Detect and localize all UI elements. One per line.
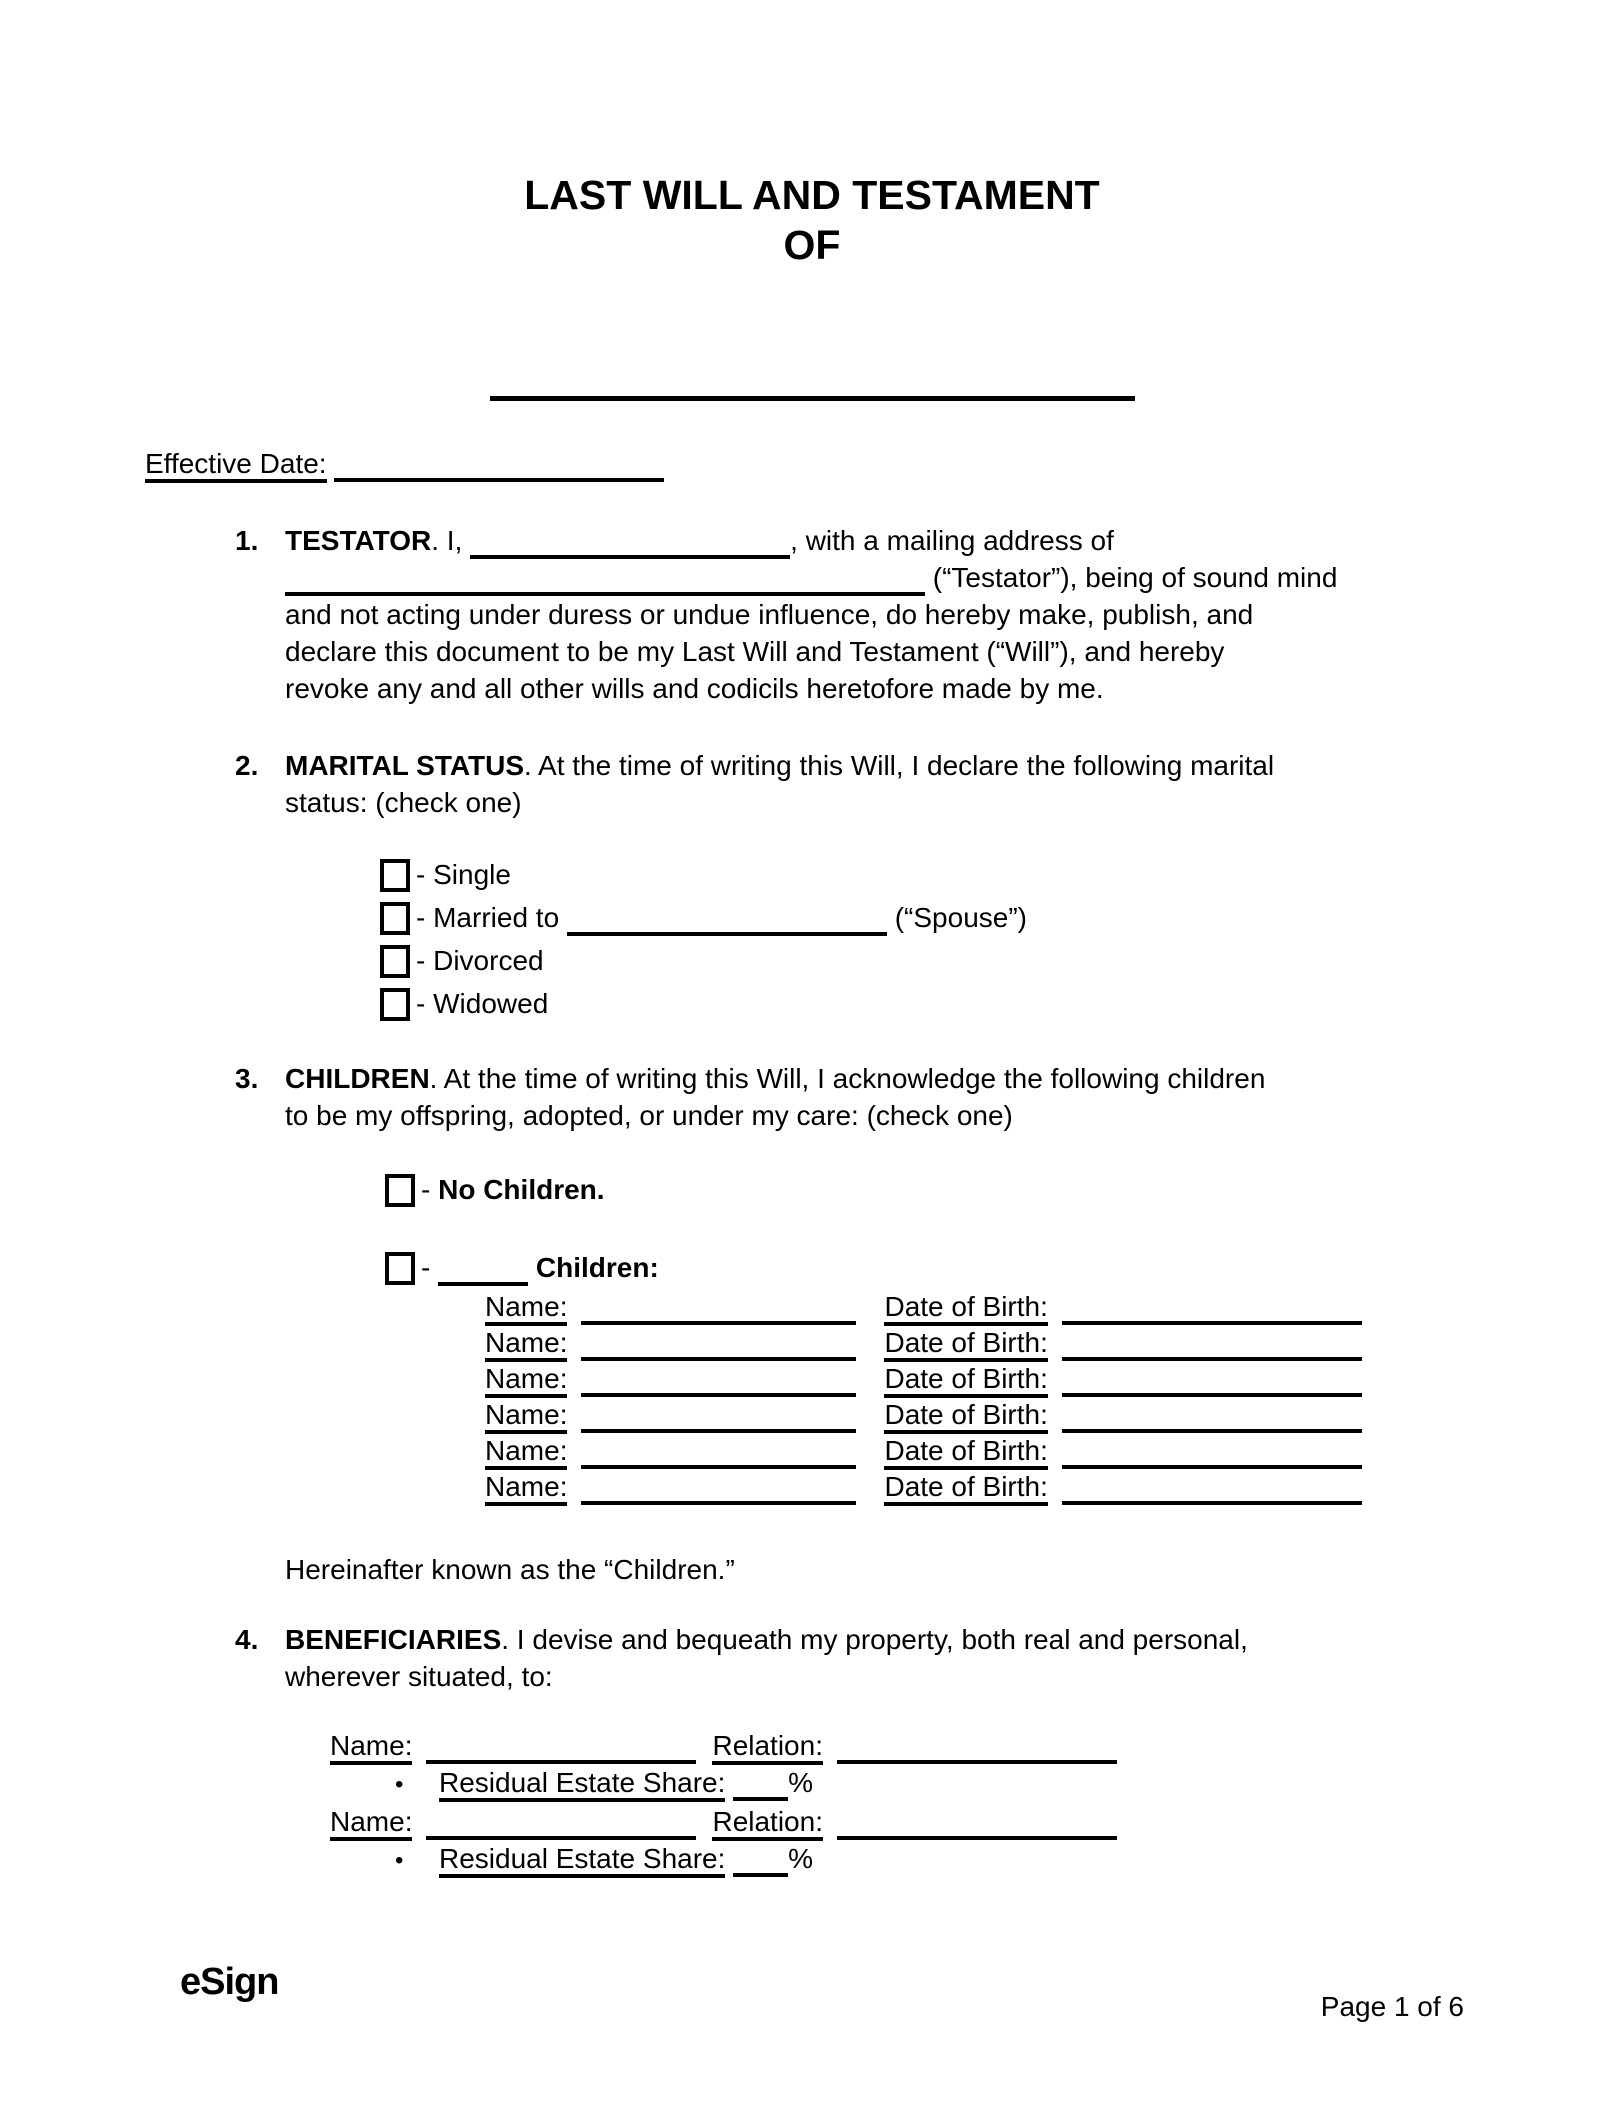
children-hereinafter-note: Hereinafter known as the “Children.” [285, 1554, 735, 1585]
testator-heading: TESTATOR [285, 525, 432, 556]
document-title-line2: OF [783, 222, 841, 268]
marital-option-widowed [380, 982, 1475, 1025]
children-list [485, 1289, 1475, 1505]
children-count-blank[interactable] [438, 1256, 528, 1286]
single-label: - Single [416, 859, 511, 890]
page-indicator: Page 1 of 6 [1320, 1991, 1464, 2022]
beneficiary-relation-label: Relation: [712, 1806, 823, 1841]
children-heading: CHILDREN [285, 1063, 430, 1094]
child-row [485, 1361, 1475, 1397]
bullet-icon: • [395, 1771, 404, 1798]
testator-line1 [285, 522, 1475, 559]
beneficiaries-heading: BENEFICIARIES [285, 1624, 502, 1655]
child-row [485, 1433, 1475, 1469]
effective-date-row [145, 445, 1624, 482]
child-name-blank[interactable] [581, 1403, 856, 1433]
beneficiary-share-label: Residual Estate Share: [439, 1843, 725, 1878]
child-row [485, 1469, 1475, 1505]
testator-title-name-blank[interactable] [490, 396, 1135, 401]
beneficiaries-lead-text: . I devise and bequeath my property, both real and personal, [501, 1624, 1248, 1655]
section-testator-number: 1. [235, 525, 259, 556]
child-dob-blank[interactable] [1062, 1331, 1362, 1361]
divorced-label: - Divorced [416, 945, 544, 976]
section-beneficiaries [235, 1621, 1624, 1879]
child-dob-label: Date of Birth: [884, 1471, 1047, 1506]
section-marital-status [235, 747, 1624, 1025]
child-dob-label: Date of Birth: [884, 1399, 1047, 1434]
marital-heading: MARITAL STATUS [285, 750, 525, 781]
widowed-checkbox[interactable] [380, 988, 410, 1021]
beneficiary-share-row [395, 1764, 1475, 1803]
beneficiary-name-label: Name: [330, 1806, 412, 1841]
divorced-checkbox[interactable] [380, 945, 410, 978]
child-name-label: Name: [485, 1291, 567, 1326]
child-name-blank[interactable] [581, 1331, 856, 1361]
section-marital-number: 2. [235, 750, 259, 781]
beneficiaries-lead-line2: wherever situated, to: [285, 1661, 553, 1692]
child-name-blank[interactable] [581, 1295, 856, 1325]
marital-lead-text: . At the time of writing this Will, I declare the following marital [524, 750, 1275, 781]
child-name-label: Name: [485, 1399, 567, 1434]
testator-lead: . I, [431, 525, 463, 556]
beneficiary-name-label: Name: [330, 1730, 412, 1765]
children-count-option [385, 1246, 1475, 1289]
beneficiary-name-blank[interactable] [426, 1810, 696, 1840]
no-children-option [385, 1168, 1475, 1211]
marital-option-married [380, 896, 1475, 939]
beneficiary-share-blank[interactable] [733, 1847, 788, 1877]
section-children-number: 3. [235, 1063, 259, 1094]
effective-date-label: Effective Date: [145, 448, 327, 483]
child-name-label: Name: [485, 1471, 567, 1506]
testator-line5: revoke any and all other wills and codicils heretofore made by me. [285, 673, 1104, 704]
testator-line2 [285, 559, 1475, 596]
beneficiary-share-label: Residual Estate Share: [439, 1767, 725, 1802]
married-label: - Married to [416, 902, 560, 933]
child-name-label: Name: [485, 1327, 567, 1362]
testator-line3: and not acting under duress or undue influence, do hereby make, publish, and [285, 599, 1254, 630]
marital-option-single [380, 853, 1475, 896]
single-checkbox[interactable] [380, 859, 410, 892]
no-children-label: No Children. [438, 1174, 605, 1205]
effective-date-blank[interactable] [334, 452, 664, 482]
children-count-label: Children: [535, 1252, 659, 1283]
beneficiary-relation-blank[interactable] [837, 1734, 1117, 1764]
spouse-suffix-label: (“Spouse”) [894, 902, 1027, 933]
testator-name-blank[interactable] [470, 529, 790, 559]
beneficiaries-lead-line1 [285, 1621, 1475, 1658]
child-dob-blank[interactable] [1062, 1295, 1362, 1325]
child-name-label: Name: [485, 1435, 567, 1470]
child-dob-blank[interactable] [1062, 1367, 1362, 1397]
no-children-checkbox[interactable] [385, 1174, 415, 1207]
beneficiary-share-suffix: % [788, 1843, 814, 1874]
section-testator [235, 522, 1624, 707]
beneficiary-row [330, 1727, 1475, 1764]
child-row [485, 1289, 1475, 1325]
children-lead-line2: to be my offspring, adopted, or under my care: (check one) [285, 1100, 1013, 1131]
child-row [485, 1325, 1475, 1361]
testator-line2-text: (“Testator”), being of sound mind [932, 562, 1338, 593]
children-count-dash: - [421, 1252, 431, 1283]
testator-after-name-text: , with a mailing address of [790, 525, 1114, 556]
beneficiary-relation-blank[interactable] [837, 1810, 1117, 1840]
married-checkbox[interactable] [380, 902, 410, 935]
child-dob-label: Date of Birth: [884, 1327, 1047, 1362]
beneficiary-relation-label: Relation: [712, 1730, 823, 1765]
section-children [235, 1060, 1624, 1588]
widowed-label: - Widowed [416, 988, 549, 1019]
marital-lead-line1 [285, 747, 1475, 784]
beneficiary-share-row [395, 1840, 1475, 1879]
child-dob-blank[interactable] [1062, 1439, 1362, 1469]
child-dob-label: Date of Birth: [884, 1363, 1047, 1398]
child-dob-label: Date of Birth: [884, 1291, 1047, 1326]
beneficiary-share-blank[interactable] [733, 1771, 788, 1801]
esign-logo: eSign [180, 1961, 279, 2003]
bullet-icon: • [395, 1847, 404, 1874]
children-count-checkbox[interactable] [385, 1252, 415, 1285]
child-dob-blank[interactable] [1062, 1475, 1362, 1505]
marital-option-divorced [380, 939, 1475, 982]
no-children-dash: - [421, 1174, 431, 1205]
beneficiary-row [330, 1803, 1475, 1840]
section-beneficiaries-number: 4. [235, 1624, 259, 1655]
marital-options [380, 853, 1475, 1025]
beneficiaries-list [285, 1727, 1475, 1879]
document-title-line1: LAST WILL AND TESTAMENT [524, 172, 1100, 218]
child-dob-label: Date of Birth: [884, 1435, 1047, 1470]
document-title [0, 0, 1624, 270]
children-lead-line1 [285, 1060, 1475, 1097]
mailing-address-blank[interactable] [285, 566, 925, 596]
marital-lead-line2: status: (check one) [285, 787, 522, 818]
beneficiary-share-suffix: % [788, 1767, 814, 1798]
child-row [485, 1397, 1475, 1433]
child-name-blank[interactable] [581, 1367, 856, 1397]
child-name-label: Name: [485, 1363, 567, 1398]
child-name-blank[interactable] [581, 1439, 856, 1469]
testator-line4: declare this document to be my Last Will and Testament (“Will”), and hereby [285, 636, 1225, 667]
child-dob-blank[interactable] [1062, 1403, 1362, 1433]
children-lead-text: . At the time of writing this Will, I acknowledge the following children [429, 1063, 1266, 1094]
spouse-name-blank[interactable] [567, 906, 887, 936]
beneficiary-name-blank[interactable] [426, 1734, 696, 1764]
child-name-blank[interactable] [581, 1475, 856, 1505]
